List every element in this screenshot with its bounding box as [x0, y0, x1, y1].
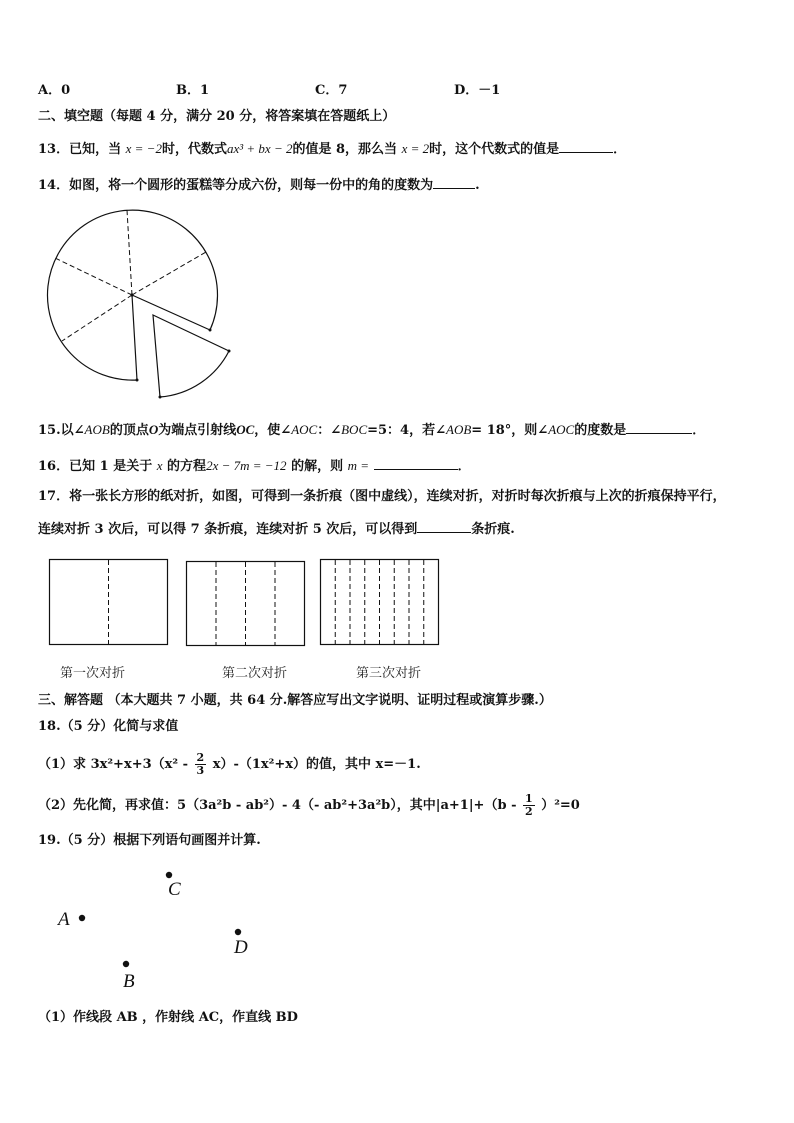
option-d: D．－1 — [454, 83, 501, 98]
fraction-two-thirds — [195, 752, 207, 777]
q18-part2-text-b: ）²=0 — [541, 798, 580, 813]
cut-line-left — [55, 258, 132, 295]
question-13 — [38, 140, 626, 159]
q13-answer-blank[interactable] — [559, 140, 613, 153]
q14-answer-blank[interactable] — [433, 176, 475, 189]
q15-answer-blank[interactable] — [626, 421, 692, 434]
cake-figure — [40, 200, 240, 400]
q18-part1-text-b: x）-（1x²+x）的值，其中 x=－1. — [212, 757, 421, 772]
point-c-dot — [166, 872, 172, 878]
q18-part-1 — [38, 752, 421, 777]
q13-text-3: 的值是 8，那么当 — [292, 142, 398, 157]
q13-period: ． — [613, 142, 627, 157]
option-a: A．0 — [38, 83, 71, 98]
q14-number: 14． — [38, 178, 70, 193]
cake-center-dot — [130, 293, 133, 296]
q13-condition-1: x = −2 — [125, 141, 162, 156]
q13-text-1: 已知，当 — [69, 142, 122, 157]
question-14 — [38, 176, 480, 195]
point-d-dot — [235, 929, 241, 935]
q15-number: 15. — [38, 423, 61, 438]
fraction-numerator: 1 — [525, 792, 533, 805]
option-c: C．7 — [315, 83, 348, 98]
cake-edge-dot — [209, 329, 212, 332]
q17-text: 连续对折 3 次后，可以得 7 条折痕，连续对折 5 次后，可以得到 — [38, 522, 418, 537]
q15-period: ． — [692, 423, 706, 438]
q19-subquestion-1: （1）作线段 AB ，作射线 AC，作直线 BD — [38, 1010, 298, 1025]
fraction-denominator: 3 — [196, 764, 205, 777]
point-c-label: C — [168, 879, 181, 900]
fold-caption-3: 第三次对折 — [356, 666, 422, 681]
q15-vertex-o: O — [148, 422, 159, 437]
point-b-dot — [123, 961, 129, 967]
q15-text-4: ，使∠ — [254, 423, 292, 438]
q13-text-2: 时，代数式 — [161, 142, 227, 157]
cut-line-right — [132, 252, 206, 295]
q15-text-6: =5：4，若∠ — [367, 423, 446, 438]
cut-line-top — [127, 210, 132, 295]
point-b-label: B — [123, 971, 135, 992]
folding-figures — [48, 557, 448, 649]
fold-figure-2 — [187, 562, 305, 646]
q18-title: 18.（5 分）化简与求值 — [38, 719, 179, 734]
q16-number: 16． — [38, 459, 70, 474]
fold-caption-2: 第二次对折 — [222, 666, 288, 681]
q16-text-1: 已知 1 是关于 — [69, 459, 153, 474]
fold-caption-1: 第一次对折 — [60, 666, 126, 681]
q13-condition-2: x = 2 — [401, 141, 430, 156]
q16-text-2: 的方程 — [167, 459, 207, 474]
fraction-denominator: 2 — [525, 805, 533, 818]
point-d-label: D — [234, 937, 248, 958]
q19-title: 19.（5 分）根据下列语句画图并计算. — [38, 833, 261, 848]
q13-expression: ax³ + bx − 2 — [226, 141, 293, 156]
fraction-one-half — [523, 793, 535, 818]
q17-text-end: 条折痕. — [471, 522, 515, 537]
q15-angle-aoc-2: AOC — [548, 422, 575, 437]
cake-edge-dot — [228, 350, 231, 353]
question-15 — [38, 421, 705, 440]
point-a-label: A — [58, 909, 70, 930]
question-16 — [38, 457, 471, 476]
q17-answer-blank[interactable] — [417, 520, 471, 533]
q15-text-8: 的度数是 — [574, 423, 627, 438]
section2-heading: 二、填空题（每题 4 分，满分 20 分，将答案填在答题纸上） — [38, 109, 396, 124]
q17-line-1: 17．将一张长方形的纸对折，如图，可得到一条折痕（图中虚线），连续对折，对折时每次折痕与上次的折痕保持平行， — [38, 489, 726, 504]
fold-figure-3 — [321, 560, 439, 645]
q13-text-4: 时，这个代数式的值是 — [429, 142, 560, 157]
q15-text-1: 以∠ — [60, 423, 85, 438]
q16-text-3: 的解，则 — [291, 459, 344, 474]
section3-heading: 三、解答题 （本大题共 7 小题，共 64 分.解答应写出文字说明、证明过程或演算步骤.） — [38, 693, 552, 708]
cake-edge-dot — [159, 396, 162, 399]
q15-ray-oc: OC — [236, 422, 255, 437]
q18-part2-text-a: （2）先化简，再求值：5（3a²b - ab²）- 4（- ab²+3a²b），其中|a+1|+（b - — [38, 798, 517, 813]
q18-part-2 — [38, 793, 580, 818]
q15-angle-aob-2: AOB — [446, 422, 472, 437]
cake-edge-dot — [136, 379, 139, 382]
q15-text-5: ：∠ — [317, 423, 342, 438]
q16-m-equals: m = — [347, 458, 370, 473]
q15-angle-boc: BOC — [341, 422, 368, 437]
question-17 — [38, 520, 515, 539]
fold-figure-1 — [50, 560, 168, 645]
q16-variable-x: x — [156, 458, 163, 473]
q15-text-2: 的顶点 — [109, 423, 149, 438]
cut-line-lower-left — [62, 295, 132, 341]
q16-answer-blank[interactable] — [374, 457, 458, 470]
fraction-numerator: 2 — [196, 751, 205, 764]
q15-angle-aob: AOB — [84, 422, 110, 437]
q18-part1-text-a: （1）求 3x²+x+3（x² - — [38, 757, 189, 772]
q13-number: 13． — [38, 142, 70, 157]
cake-slice-piece — [153, 315, 229, 397]
option-b: B．1 — [176, 83, 210, 98]
q16-period: ． — [457, 459, 471, 474]
points-figure — [50, 862, 270, 994]
q14-period: . — [475, 178, 480, 193]
q15-text-3: 为端点引射线 — [158, 423, 237, 438]
q15-angle-aoc: AOC — [291, 422, 318, 437]
q16-equation: 2x − 7m = −12 — [206, 458, 287, 473]
q15-text-7: = 18°，则∠ — [471, 423, 549, 438]
point-a-dot — [79, 915, 85, 921]
q14-text: 如图，将一个圆形的蛋糕等分成六份，则每一份中的角的度数为 — [69, 178, 434, 193]
